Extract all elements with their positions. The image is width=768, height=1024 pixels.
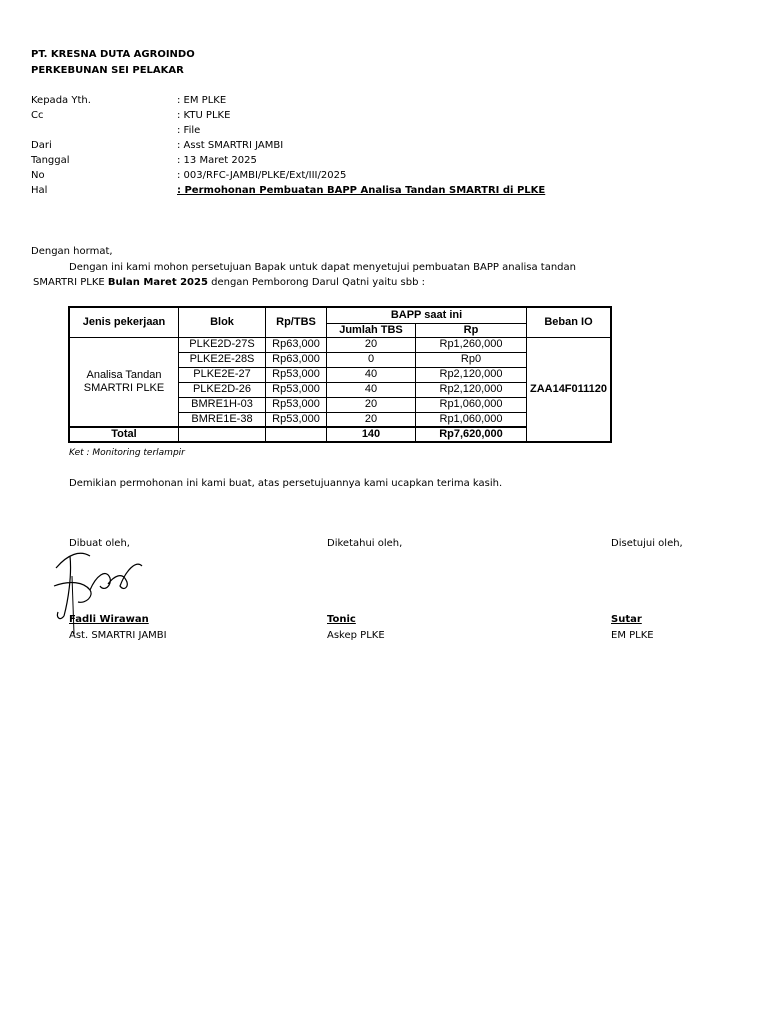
- cell-rp: Rp1,060,000: [416, 397, 527, 412]
- header-blok: Blok: [179, 307, 266, 337]
- signatory-name-disetujui: Sutar: [611, 614, 642, 625]
- header-field-cc: [31, 110, 551, 125]
- cell-total-jumlah-tbs: 140: [327, 427, 416, 442]
- signature-role-diketahui: Diketahui oleh,: [327, 538, 403, 549]
- cell-jumlah-tbs: 40: [327, 382, 416, 397]
- signatory-title-disetujui: EM PLKE: [611, 630, 654, 641]
- cell-rp: Rp1,060,000: [416, 412, 527, 427]
- paragraph-text: SMARTRI PLKE: [33, 277, 108, 288]
- cell-rp: Rp1,260,000: [416, 337, 527, 352]
- signatory-title-diketahui: Askep PLKE: [327, 630, 385, 641]
- cell-jumlah-tbs: 20: [327, 412, 416, 427]
- header-field-dari: [31, 140, 551, 155]
- header-field-tanggal: [31, 155, 551, 170]
- cell-rp: Rp2,120,000: [416, 382, 527, 397]
- field-label: Tanggal: [31, 155, 70, 166]
- note: Ket : Monitoring terlampir: [69, 448, 185, 458]
- cell-total-rp: Rp7,620,000: [416, 427, 527, 442]
- paragraph-line-2: [33, 277, 425, 288]
- cell-rp-tbs: Rp53,000: [266, 397, 327, 412]
- cell-jumlah-tbs: 20: [327, 337, 416, 352]
- field-value: : KTU PLKE: [177, 110, 231, 121]
- signatory-title-dibuat: Ast. SMARTRI JAMBI: [69, 630, 167, 641]
- signatory-name-diketahui: Tonic: [327, 614, 356, 625]
- company-name: PT. KRESNA DUTA AGROINDO: [31, 49, 195, 60]
- closing-paragraph: Demikian permohonan ini kami buat, atas persetujuannya kami ucapkan terima kasih.: [69, 478, 503, 489]
- field-value: : 003/RFC-JAMBI/PLKE/Ext/III/2025: [177, 170, 347, 181]
- cell-total-label: Total: [69, 427, 179, 442]
- field-value: : Asst SMARTRI JAMBI: [177, 140, 284, 151]
- field-label: Hal: [31, 185, 48, 196]
- cell-jumlah-tbs: 0: [327, 352, 416, 367]
- header-field-file: [31, 125, 551, 140]
- cell-rp: Rp2,120,000: [416, 367, 527, 382]
- header-field-no: [31, 170, 551, 185]
- period-text: Bulan Maret 2025: [107, 277, 208, 288]
- cell-blok: PLKE2E-27: [179, 367, 266, 382]
- field-value: : File: [177, 125, 201, 136]
- field-value: : 13 Maret 2025: [177, 155, 257, 166]
- signature-role-dibuat: Dibuat oleh,: [69, 538, 130, 549]
- cell-rp-tbs: Rp53,000: [266, 367, 327, 382]
- cell-jumlah-tbs: 20: [327, 397, 416, 412]
- header-jenis: Jenis pekerjaan: [69, 307, 179, 337]
- cell-blok: BMRE1H-03: [179, 397, 266, 412]
- cell-rp-tbs: Rp63,000: [266, 337, 327, 352]
- signatory-name-dibuat: Fadli Wirawan: [69, 614, 149, 625]
- cell-jumlah-tbs: 40: [327, 367, 416, 382]
- field-label: Kepada Yth.: [31, 95, 91, 106]
- cell-rp-tbs: Rp53,000: [266, 412, 327, 427]
- cell-rp-tbs: Rp63,000: [266, 352, 327, 367]
- cell-beban-io: ZAA14F011120: [527, 337, 612, 442]
- header-jumlah-tbs: Jumlah TBS: [327, 323, 416, 337]
- field-value: : EM PLKE: [177, 95, 227, 106]
- header-beban-io: Beban IO: [527, 307, 612, 337]
- bapp-table: [68, 306, 612, 443]
- cell-empty: [266, 427, 327, 442]
- header-rp: Rp: [416, 323, 527, 337]
- field-label: No: [31, 170, 45, 181]
- cell-rp-tbs: Rp53,000: [266, 382, 327, 397]
- cell-blok: PLKE2E-28S: [179, 352, 266, 367]
- header-field-kepada: [31, 95, 551, 110]
- header-rp-tbs: Rp/TBS: [266, 307, 327, 337]
- signature-role-disetujui: Disetujui oleh,: [611, 538, 683, 549]
- cell-blok: PLKE2D-27S: [179, 337, 266, 352]
- header-field-hal: [31, 185, 551, 200]
- field-label: Cc: [31, 110, 44, 121]
- cell-blok: BMRE1E-38: [179, 412, 266, 427]
- header-bapp: BAPP saat ini: [327, 307, 527, 323]
- paragraph-line-1: Dengan ini kami mohon persetujuan Bapak untuk dapat menyetujui pembuatan BAPP analisa tandan: [69, 262, 576, 273]
- field-label: Dari: [31, 140, 52, 151]
- cell-jenis-pekerjaan: Analisa Tandan SMARTRI PLKE: [69, 337, 179, 427]
- cell-empty: [179, 427, 266, 442]
- cell-rp: Rp0: [416, 352, 527, 367]
- company-unit: PERKEBUNAN SEI PELAKAR: [31, 65, 184, 76]
- cell-blok: PLKE2D-26: [179, 382, 266, 397]
- field-value-subject: : Permohonan Pembuatan BAPP Analisa Tandan SMARTRI di PLKE: [177, 185, 546, 196]
- greeting: Dengan hormat,: [31, 246, 113, 257]
- paragraph-text: dengan Pemborong Darul Qatni yaitu sbb :: [207, 277, 426, 288]
- table-row: [69, 337, 611, 352]
